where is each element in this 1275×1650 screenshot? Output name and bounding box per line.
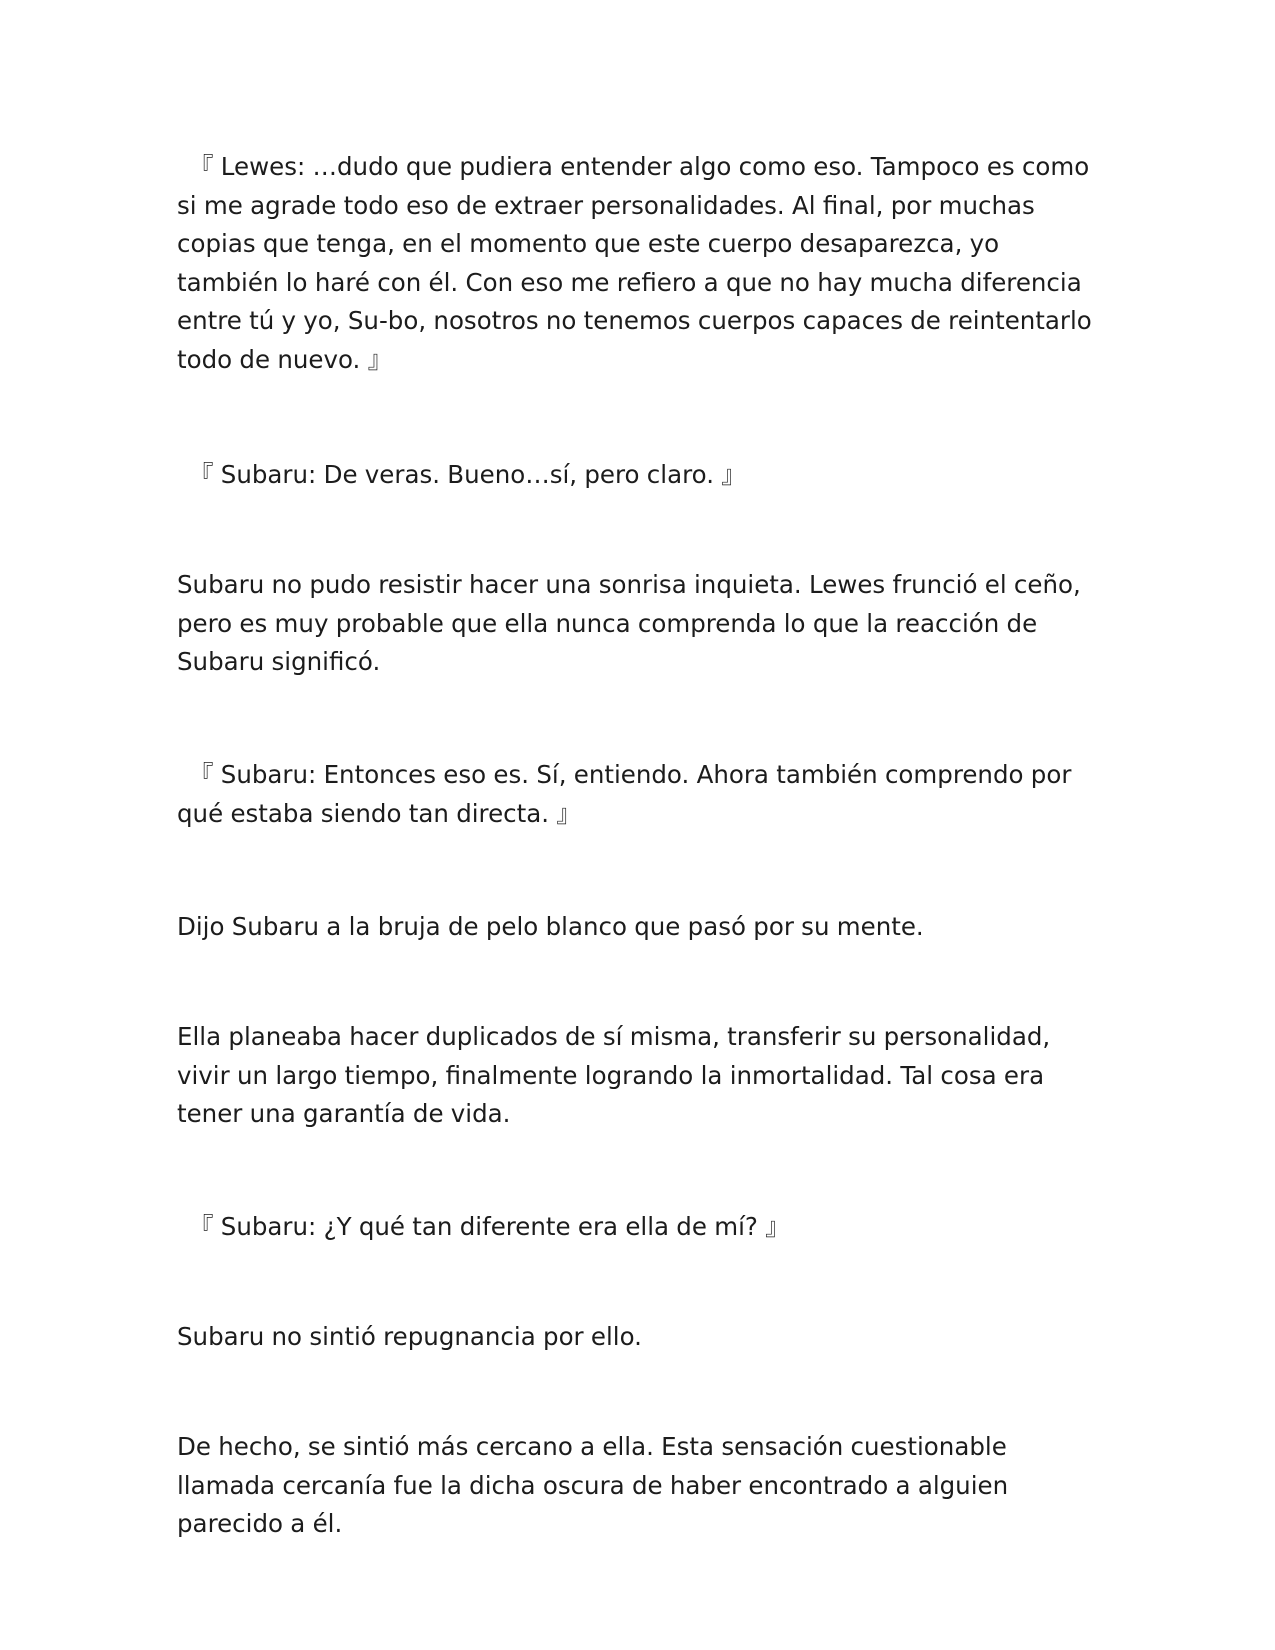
narration-paragraph-5: De hecho, se sintió más cercano a ella. Esta sensación cuestionable llamada cercanía fue la dicha oscura de haber encontrado a alguien parecido a él. xyxy=(177,1432,1009,1538)
dialogue-lewes: 『 Lewes: …dudo que pudiera entender algo como eso. Tampoco es como si me agrade todo eso de extraer personalidades. Al final, por muchas copias que tenga, en el momento que este cuerpo desaparezca, yo también lo haré con él. Con eso me refiero a que no hay mucha diferencia entre tú y yo, Su-bo, nosotros no tenemos cuerpos capaces de reintentarlo todo de nuevo. 』 xyxy=(177,152,1092,374)
dialogue-subaru-1: 『 Subaru: De veras. Bueno…sí, pero claro. 』 xyxy=(189,460,746,489)
dialogue-subaru-2: 『 Subaru: Entonces eso es. Sí, entiendo. Ahora también comprendo por qué estaba siendo tan directa. 』 xyxy=(177,760,1072,828)
narration-paragraph-3: Ella planeaba hacer duplicados de sí misma, transferir su personalidad, vivir un largo tiempo, finalmente logrando la inmortalidad. Tal cosa era tener una garantía de vida. xyxy=(177,1022,1051,1128)
narration-paragraph-2: Dijo Subaru a la bruja de pelo blanco que pasó por su mente. xyxy=(177,912,924,941)
dialogue-subaru-3: 『 Subaru: ¿Y qué tan diferente era ella de mí? 』 xyxy=(189,1212,790,1241)
narration-paragraph-4: Subaru no sintió repugnancia por ello. xyxy=(177,1322,642,1351)
narration-paragraph-1: Subaru no pudo resistir hacer una sonrisa inquieta. Lewes frunció el ceño, pero es muy probable que ella nunca comprenda lo que la reacción de Subaru significó. xyxy=(177,570,1081,676)
